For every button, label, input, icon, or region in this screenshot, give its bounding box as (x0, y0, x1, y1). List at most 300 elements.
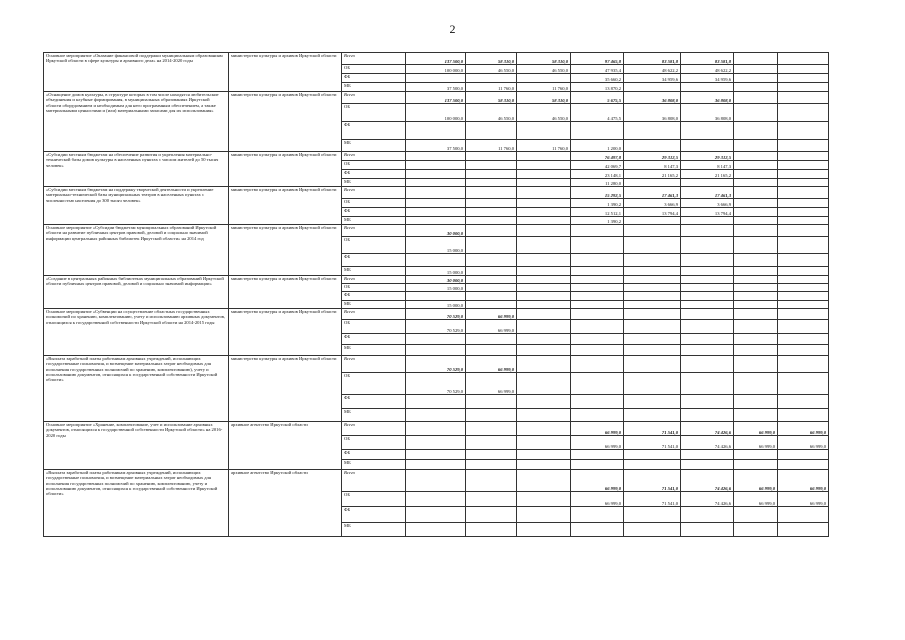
amount-cell (778, 225, 829, 237)
amount-cell (571, 292, 624, 301)
funding-source: Всего (342, 470, 406, 492)
amount-cell: 58 310,0 (517, 92, 571, 104)
event-description: «Субсидии местным бюджетам на обеспечение развития и укрепления материально-технической базы домов культуры в населенных пунктах с числом жителей до 50 тысяч человек» (44, 152, 229, 187)
event-description: Основное мероприятие «Субсидии бюджетам муниципальных образований Иркутской области на развитие публичных центров правовой, деловой и социально значимой информации центральных районных библиотек Иркутской области» на 2014 год (44, 225, 229, 276)
funding-source: ОБ (342, 284, 406, 292)
amount-cell (517, 276, 571, 284)
amount-cell (778, 170, 829, 179)
amount-cell (466, 345, 517, 356)
amount-cell: 8 147,3 (681, 161, 734, 170)
amount-cell (681, 140, 734, 152)
budget-table (43, 52, 829, 537)
amount-cell (517, 179, 571, 187)
amount-cell: 46 550,0 (466, 104, 517, 122)
amount-cell (624, 83, 681, 92)
amount-cell (406, 179, 466, 187)
amount-cell (734, 450, 778, 460)
amount-cell (681, 309, 734, 320)
amount-cell (624, 217, 681, 225)
amount-cell: 13 794,4 (624, 208, 681, 217)
amount-cell (734, 523, 778, 537)
amount-cell (466, 208, 517, 217)
amount-cell (734, 170, 778, 179)
table-row (44, 470, 829, 492)
amount-cell: 97 465,8 (571, 53, 624, 65)
amount-cell (466, 470, 517, 492)
executor: министерство культуры и архивов Иркутской области (229, 53, 342, 92)
amount-cell (778, 187, 829, 199)
amount-cell (681, 507, 734, 523)
amount-cell (624, 284, 681, 292)
executor: архивное агентство Иркутской области (229, 470, 342, 537)
amount-cell: 100 000,0 (406, 104, 466, 122)
table-row (44, 422, 829, 436)
amount-cell (734, 334, 778, 345)
amount-cell: 66 999,0 (571, 470, 624, 492)
amount-cell (571, 409, 624, 422)
amount-cell (624, 373, 681, 395)
funding-source: ОБ (342, 104, 406, 122)
amount-cell (406, 170, 466, 179)
amount-cell (466, 492, 517, 507)
amount-cell (517, 309, 571, 320)
amount-cell (517, 217, 571, 225)
amount-cell (734, 237, 778, 254)
amount-cell (406, 122, 466, 140)
funding-source: ОБ (342, 373, 406, 395)
amount-cell (466, 450, 517, 460)
event-description: «Выплата заработной платы работникам архивных учреждений, исполняющих государственные полномочия, и возмещение материальных затрат необходимых для исполнения государственных полномочий по хранению, комплектованию), учету и использованию документов, относящихся к государственной собственности Иркутской области» (44, 356, 229, 422)
funding-source: ОБ (342, 65, 406, 74)
amount-cell: 66 999,0 (778, 492, 829, 507)
amount-cell (466, 161, 517, 170)
amount-cell: 100 000,0 (406, 65, 466, 74)
amount-cell (571, 237, 624, 254)
amount-cell: 66 999,0 (734, 492, 778, 507)
amount-cell (778, 356, 829, 373)
amount-cell (466, 292, 517, 301)
event-description: Основное мероприятие «Хранение, комплектование, учет и использование архивных документов, относящихся к государственной собственности Иркутской области» на 2016-2020 годы (44, 422, 229, 470)
amount-cell (624, 254, 681, 267)
table-row (44, 53, 829, 65)
amount-cell (681, 284, 734, 292)
amount-cell (571, 301, 624, 309)
amount-cell (406, 254, 466, 267)
amount-cell (517, 436, 571, 450)
amount-cell (406, 217, 466, 225)
amount-cell: 17 461,3 (624, 187, 681, 199)
amount-cell (734, 309, 778, 320)
amount-cell: 36 808,0 (624, 104, 681, 122)
executor: министерство культуры и архивов Иркутской области (229, 187, 342, 225)
amount-cell (571, 320, 624, 334)
amount-cell (778, 152, 829, 161)
amount-cell (517, 267, 571, 276)
funding-source: МБ (342, 409, 406, 422)
funding-source: Всего (342, 309, 406, 320)
amount-cell: 37 500,0 (406, 83, 466, 92)
funding-source: Всего (342, 152, 406, 161)
amount-cell: 66 999,0 (571, 492, 624, 507)
funding-source: ФБ (342, 208, 406, 217)
amount-cell (466, 301, 517, 309)
funding-source: ОБ (342, 161, 406, 170)
amount-cell (778, 292, 829, 301)
amount-cell (624, 460, 681, 470)
amount-cell (517, 334, 571, 345)
amount-cell (681, 83, 734, 92)
event-description: Основное мероприятие «Субвенции на осуществление областных государственных полномочий по хранению, комплектованию, учету и использованию архивных документов, относящихся к государственной собственности Иркутской области на 2014-2015 годы (44, 309, 229, 356)
amount-cell (778, 217, 829, 225)
amount-cell (681, 409, 734, 422)
amount-cell (624, 356, 681, 373)
amount-cell (466, 284, 517, 292)
amount-cell (734, 276, 778, 284)
amount-cell (571, 225, 624, 237)
amount-cell (624, 140, 681, 152)
amount-cell (734, 208, 778, 217)
table-row (44, 92, 829, 104)
executor: министерство культуры и архивов Иркутской области (229, 309, 342, 356)
amount-cell (517, 356, 571, 373)
amount-cell (778, 74, 829, 83)
amount-cell (466, 436, 517, 450)
amount-cell (681, 460, 734, 470)
amount-cell (624, 507, 681, 523)
amount-cell: 15 292,5 (571, 187, 624, 199)
amount-cell: 1 200,0 (571, 140, 624, 152)
amount-cell: 8 147,3 (624, 161, 681, 170)
amount-cell (517, 284, 571, 292)
amount-cell: 58 310,0 (517, 53, 571, 65)
amount-cell (466, 267, 517, 276)
amount-cell (406, 74, 466, 83)
amount-cell: 15 000,0 (406, 301, 466, 309)
amount-cell (466, 460, 517, 470)
amount-cell (734, 284, 778, 292)
amount-cell (681, 122, 734, 140)
amount-cell: 34 959,6 (624, 74, 681, 83)
amount-cell: 21 165,2 (681, 170, 734, 179)
amount-cell: 70 529,0 (406, 356, 466, 373)
amount-cell (624, 225, 681, 237)
amount-cell: 11 760,0 (517, 83, 571, 92)
amount-cell (571, 523, 624, 537)
amount-cell (466, 187, 517, 199)
amount-cell (734, 152, 778, 161)
amount-cell: 71 541,0 (624, 422, 681, 436)
amount-cell (406, 460, 466, 470)
amount-cell (517, 492, 571, 507)
amount-cell (681, 225, 734, 237)
amount-cell (624, 523, 681, 537)
amount-cell (734, 254, 778, 267)
amount-cell: 137 500,0 (406, 53, 466, 65)
amount-cell (571, 284, 624, 292)
amount-cell (778, 237, 829, 254)
amount-cell (406, 208, 466, 217)
amount-cell (406, 450, 466, 460)
amount-cell: 36 808,0 (681, 104, 734, 122)
amount-cell: 15 000,0 (406, 237, 466, 254)
amount-cell: 66 999,0 (466, 309, 517, 320)
amount-cell: 70 529,0 (406, 309, 466, 320)
amount-cell (517, 470, 571, 492)
funding-source: МБ (342, 83, 406, 92)
amount-cell (517, 523, 571, 537)
funding-source: ФБ (342, 292, 406, 301)
amount-cell: 66 999,0 (466, 320, 517, 334)
amount-cell (734, 373, 778, 395)
amount-cell (681, 254, 734, 267)
amount-cell: 46 550,0 (517, 65, 571, 74)
amount-cell (517, 225, 571, 237)
amount-cell (624, 334, 681, 345)
amount-cell (681, 523, 734, 537)
amount-cell: 15 000,0 (406, 267, 466, 276)
amount-cell (624, 309, 681, 320)
amount-cell (734, 199, 778, 208)
funding-source: ФБ (342, 254, 406, 267)
amount-cell: 66 999,0 (734, 422, 778, 436)
amount-cell: 35 660,2 (571, 74, 624, 83)
event-description: Основное мероприятие «Оказание финансовой поддержки муниципальным образованиям Иркутской области в сфере культуры и архивного дела» на 2014-2020 годы (44, 53, 229, 92)
amount-cell: 15 000,0 (406, 284, 466, 292)
amount-cell (778, 104, 829, 122)
page-number: 2 (449, 22, 456, 36)
amount-cell (734, 292, 778, 301)
amount-cell (734, 225, 778, 237)
amount-cell: 37 500,0 (406, 140, 466, 152)
amount-cell (406, 409, 466, 422)
amount-cell (406, 470, 466, 492)
amount-cell: 71 541,0 (624, 470, 681, 492)
amount-cell (624, 395, 681, 409)
amount-cell (778, 276, 829, 284)
table-row (44, 187, 829, 199)
funding-source: ФБ (342, 334, 406, 345)
amount-cell (466, 217, 517, 225)
amount-cell (517, 409, 571, 422)
amount-cell (466, 122, 517, 140)
amount-cell (778, 507, 829, 523)
amount-cell (778, 122, 829, 140)
amount-cell (624, 450, 681, 460)
amount-cell (734, 83, 778, 92)
amount-cell (406, 395, 466, 409)
amount-cell (734, 395, 778, 409)
amount-cell: 5 675,5 (571, 92, 624, 104)
amount-cell: 29 312,5 (681, 152, 734, 161)
amount-cell: 70 529,0 (406, 320, 466, 334)
amount-cell: 71 541,0 (624, 436, 681, 450)
executor: министерство культуры и архивов Иркутской области (229, 152, 342, 187)
amount-cell (571, 450, 624, 460)
amount-cell (778, 301, 829, 309)
funding-source: МБ (342, 523, 406, 537)
amount-cell: 70 529,0 (406, 373, 466, 395)
amount-cell (624, 267, 681, 276)
amount-cell (571, 276, 624, 284)
amount-cell (466, 254, 517, 267)
amount-cell: 46 550,0 (466, 65, 517, 74)
amount-cell (624, 179, 681, 187)
amount-cell: 12 512,1 (571, 208, 624, 217)
amount-cell (681, 179, 734, 187)
amount-cell (517, 74, 571, 83)
amount-cell (734, 301, 778, 309)
amount-cell (517, 395, 571, 409)
amount-cell: 3 666,9 (624, 199, 681, 208)
funding-source: Всего (342, 276, 406, 284)
amount-cell (571, 254, 624, 267)
funding-source: Всего (342, 225, 406, 237)
amount-cell (517, 170, 571, 179)
amount-cell: 36 808,0 (624, 92, 681, 104)
amount-cell: 11 760,0 (466, 140, 517, 152)
amount-cell (406, 334, 466, 345)
amount-cell (571, 460, 624, 470)
amount-cell (681, 217, 734, 225)
amount-cell: 17 461,3 (681, 187, 734, 199)
amount-cell (571, 334, 624, 345)
amount-cell: 83 581,8 (624, 53, 681, 65)
amount-cell (466, 276, 517, 284)
executor: министерство культуры и архивов Иркутской области (229, 225, 342, 276)
amount-cell: 1 390,2 (571, 217, 624, 225)
amount-cell: 46 550,0 (517, 104, 571, 122)
amount-cell (681, 320, 734, 334)
amount-cell (466, 237, 517, 254)
amount-cell (778, 309, 829, 320)
amount-cell: 48 622,2 (681, 65, 734, 74)
funding-source: ФБ (342, 507, 406, 523)
amount-cell: 83 581,8 (681, 53, 734, 65)
amount-cell (406, 152, 466, 161)
amount-cell: 30 000,0 (406, 225, 466, 237)
amount-cell (734, 53, 778, 65)
amount-cell: 76 497,8 (571, 152, 624, 161)
amount-cell (734, 92, 778, 104)
amount-cell (624, 301, 681, 309)
amount-cell (571, 345, 624, 356)
funding-source: Всего (342, 53, 406, 65)
amount-cell: 29 312,5 (624, 152, 681, 161)
amount-cell (517, 199, 571, 208)
amount-cell (624, 320, 681, 334)
amount-cell: 71 541,0 (624, 492, 681, 507)
amount-cell (466, 395, 517, 409)
funding-source: ФБ (342, 122, 406, 140)
funding-source: Всего (342, 187, 406, 199)
amount-cell: 66 999,0 (466, 356, 517, 373)
amount-cell (517, 161, 571, 170)
table-row (44, 276, 829, 284)
amount-cell (681, 267, 734, 276)
amount-cell (778, 345, 829, 356)
amount-cell (778, 373, 829, 395)
amount-cell (681, 356, 734, 373)
amount-cell (734, 65, 778, 74)
amount-cell (406, 161, 466, 170)
amount-cell (571, 267, 624, 276)
amount-cell (778, 460, 829, 470)
amount-cell (734, 122, 778, 140)
event-description: «Оснащение домов культуры, в структуре которых в том числе находятся любительские объединения и клубные формирования, в муниципальных образованиях Иркутской области оборудованием и необходимым для него программным обеспечением, а также материальными ценностями и (или) материальными запасами для их использования» (44, 92, 229, 152)
funding-source: МБ (342, 267, 406, 276)
amount-cell: 11 760,0 (517, 140, 571, 152)
table-row (44, 356, 829, 373)
amount-cell (778, 53, 829, 65)
funding-source: ФБ (342, 170, 406, 179)
amount-cell (734, 267, 778, 276)
amount-cell (624, 292, 681, 301)
funding-source: ОБ (342, 492, 406, 507)
amount-cell (517, 422, 571, 436)
amount-cell (624, 276, 681, 284)
amount-cell (466, 523, 517, 537)
amount-cell (466, 225, 517, 237)
amount-cell: 66 999,0 (734, 436, 778, 450)
amount-cell: 11 760,0 (466, 83, 517, 92)
amount-cell (778, 267, 829, 276)
amount-cell (406, 523, 466, 537)
amount-cell (517, 237, 571, 254)
amount-cell: 66 999,0 (571, 436, 624, 450)
amount-cell (778, 334, 829, 345)
amount-cell (734, 320, 778, 334)
funding-source: ФБ (342, 450, 406, 460)
funding-source: ОБ (342, 320, 406, 334)
executor: министерство культуры и архивов Иркутской области (229, 276, 342, 309)
amount-cell (681, 237, 734, 254)
amount-cell (681, 334, 734, 345)
amount-cell: 137 500,0 (406, 92, 466, 104)
amount-cell (406, 292, 466, 301)
amount-cell (778, 284, 829, 292)
amount-cell (778, 320, 829, 334)
amount-cell (778, 395, 829, 409)
amount-cell: 1 390,2 (571, 199, 624, 208)
amount-cell (571, 356, 624, 373)
funding-source: МБ (342, 179, 406, 187)
amount-cell (681, 301, 734, 309)
table-body (44, 53, 829, 537)
amount-cell (681, 373, 734, 395)
amount-cell (517, 152, 571, 161)
funding-source: ФБ (342, 74, 406, 83)
amount-cell (466, 507, 517, 523)
table-row (44, 309, 829, 320)
amount-cell (681, 345, 734, 356)
funding-source: Всего (342, 422, 406, 436)
amount-cell (406, 199, 466, 208)
amount-cell (517, 460, 571, 470)
amount-cell (517, 450, 571, 460)
executor: министерство культуры и архивов Иркутской области (229, 356, 342, 422)
amount-cell: 48 622,2 (624, 65, 681, 74)
amount-cell (778, 409, 829, 422)
amount-cell (734, 356, 778, 373)
executor: архивное агентство Иркутской области (229, 422, 342, 470)
amount-cell (406, 345, 466, 356)
amount-cell (778, 179, 829, 187)
amount-cell (517, 122, 571, 140)
amount-cell (466, 74, 517, 83)
amount-cell (571, 122, 624, 140)
funding-source: МБ (342, 301, 406, 309)
amount-cell (571, 395, 624, 409)
